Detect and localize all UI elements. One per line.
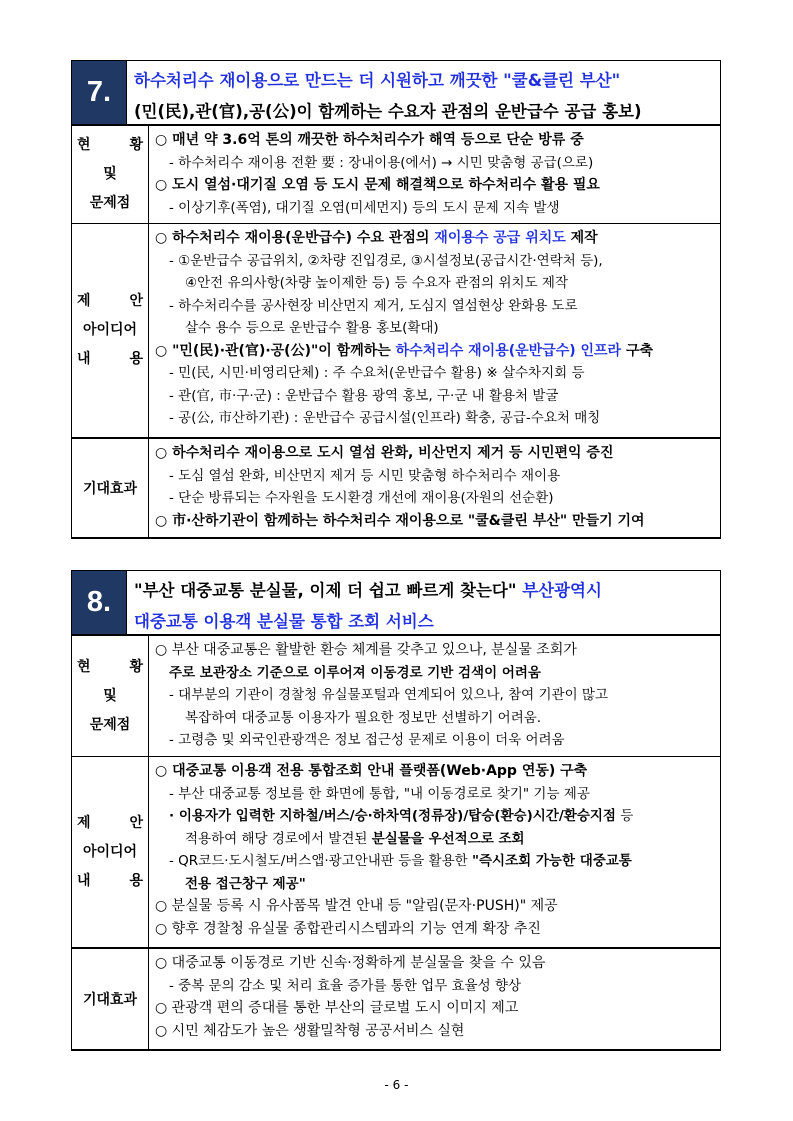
list-item: - 중복 문의 감소 및 처리 효율 증가를 통한 업무 효율성 향상	[169, 977, 522, 994]
row-label: 현 황 및 문제점	[72, 636, 149, 756]
list-item: - 관(官, 市·구·군) : 운반급수 활용 광역 홍보, 구·군 내 활용처 발굴	[169, 387, 559, 404]
row-effect	[72, 437, 720, 537]
list-item: - QR코드·도시철도/버스앱·광고안내판 등을 활용한 "즉시조회 가능한 대중교통	[169, 853, 632, 869]
row-content	[149, 636, 720, 756]
list-item: ○ 하수처리수 재이용으로 도시 열섬 완화, 비산먼지 제거 등 시민편익 증진	[155, 445, 614, 461]
section-8	[71, 570, 721, 1051]
row-content	[149, 757, 720, 947]
row-content	[149, 439, 720, 537]
section-number: 7.	[72, 61, 127, 124]
row-proposal	[72, 756, 720, 947]
list-item: ○ 대중교통 이동경로 기반 신속·정확하게 분실물을 찾을 수 있음	[155, 955, 546, 971]
list-item: - 부산 대중교통 정보를 한 화면에 통합, "내 이동경로로 찾기" 기능 제공	[169, 785, 590, 802]
list-item: ④안전 유의사항(차량 높이제한 등) 등 수요자 관점의 위치도 제작	[185, 275, 568, 291]
row-content	[149, 949, 720, 1049]
list-item: - 공(公, 市산하기관) : 운반급수 공급시설(인프라) 확충, 공급-수요처 매칭	[169, 410, 601, 426]
row-effect	[72, 947, 720, 1049]
list-item: - 고령층 및 외국인관광객은 정보 접근성 문제로 이용이 더욱 어려움	[169, 732, 565, 748]
list-item: ○ 市·산하기관이 함께하는 하수처리수 재이용으로 "쿨&클린 부산" 만들기 기여	[155, 512, 645, 529]
section-subtitle: (민(民),관(官),공(公)이 함께하는 수요자 관점의 운반급수 공급 홍보)	[134, 102, 642, 121]
list-item: 적용하여 해당 경로에서 발견된 분실물을 우선적으로 조회	[185, 830, 525, 847]
list-item: - 단순 방류되는 수자원을 도시환경 개선에 재이용(자원의 선순환)	[169, 490, 554, 506]
list-item: ○ 관광객 편의 증대를 통한 부산의 글로벌 도시 이미지 제고	[155, 1000, 519, 1016]
list-item: - 대부분의 기관이 경찰청 유실물포털과 연계되어 있으나, 참여 기관이 많고	[169, 687, 609, 703]
list-item: 주로 보관장소 기준으로 이루어져 이동경로 기반 검색이 어려움	[169, 664, 541, 681]
row-label: 현 황 및 문제점	[72, 126, 149, 223]
row-content	[149, 224, 720, 437]
row-current	[72, 635, 720, 756]
row-label: 기대효과	[72, 949, 149, 1049]
row-content	[149, 126, 720, 223]
section-number: 8.	[72, 571, 127, 634]
section-title: "부산 대중교통 분실물, 이제 더 쉽고 빠르게 찾는다" 부산광역시	[134, 581, 602, 600]
section-title: 하수처리수 재이용으로 만드는 더 시원하고 깨끗한 "쿨&클린 부산"	[134, 71, 621, 90]
section-table	[71, 124, 721, 539]
list-item: ○ 향후 경찰청 유실물 종합관리시스템과의 기능 연계 확장 추진	[155, 920, 541, 937]
section-header	[71, 570, 721, 634]
list-item: ○ 시민 체감도가 높은 생활밀착형 공공서비스 실현	[155, 1022, 465, 1039]
list-item: ○ 대중교통 이용객 전용 통합조회 안내 플랫폼(Web·App 연동) 구축	[155, 763, 588, 779]
row-proposal	[72, 223, 720, 437]
list-item: - 이상기후(폭염), 대기질 오염(미세먼지) 등의 도시 문제 지속 발생	[169, 199, 560, 216]
list-item: - 하수처리수를 공사현장 비산먼지 제거, 도심지 열섬현상 완화용 도로	[169, 297, 578, 314]
row-label: 제 안 아이디어 내 용	[72, 224, 149, 437]
section-table	[71, 634, 721, 1051]
list-item: 복잡하여 대중교통 이용자가 필요한 정보만 선별하기 어려움.	[185, 709, 542, 726]
list-item: ○ 도시 열섬·대기질 오염 등 도시 문제 해결책으로 하수처리수 활용 필요	[155, 177, 600, 193]
page-number: - 6 -	[384, 1078, 409, 1092]
row-label: 기대효과	[72, 439, 149, 537]
list-item: 살수 용수 등으로 운반급수 활용 홍보(확대)	[185, 320, 439, 336]
section-subtitle: 대중교통 이용객 분실물 통합 조회 서비스	[134, 612, 434, 631]
section-7	[71, 60, 721, 539]
list-item: ○ 하수처리수 재이용(운반급수) 수요 관점의 재이용수 공급 위치도 제작	[155, 230, 598, 246]
list-item: - 민(民, 시민·비영리단체) : 주 수요처(운반급수 활용) ※ 살수차지회 등	[169, 365, 585, 381]
row-current	[72, 125, 720, 223]
row-label: 제 안 아이디어 내 용	[72, 757, 149, 947]
list-item: - ①운반급수 공급위치, ②차량 진입경로, ③시설정보(공급시간·연락처 등),	[169, 252, 603, 269]
list-item: - 하수처리수 재이용 전환 要 : 장내이용(에서) → 시민 맞춤형 공급(으로)	[169, 154, 594, 171]
list-item: ○ 부산 대중교통은 활발한 환승 체계를 갖추고 있으나, 분실물 조회가	[155, 642, 577, 658]
section-header	[71, 60, 721, 124]
list-item: 전용 접근창구 제공"	[185, 875, 306, 892]
list-item: ○ 분실물 등록 시 유사품목 발견 안내 등 "알림(문자·PUSH)" 제공	[155, 898, 558, 914]
list-item: ○ 매년 약 3.6억 톤의 깨끗한 하수처리수가 해역 등으로 단순 방류 중	[155, 132, 584, 148]
list-item: · 이용자가 입력한 지하철/버스/승·하차역(정류장)/탑승(환승)시간/환승지점 등	[169, 808, 634, 824]
list-item: - 도심 열섬 완화, 비산먼지 제거 등 시민 맞춤형 하수처리수 재이용	[169, 467, 561, 484]
list-item: ○ "민(民)·관(官)·공(公)"이 함께하는 하수처리수 재이용(운반급수) 인프라 구축	[155, 342, 653, 359]
